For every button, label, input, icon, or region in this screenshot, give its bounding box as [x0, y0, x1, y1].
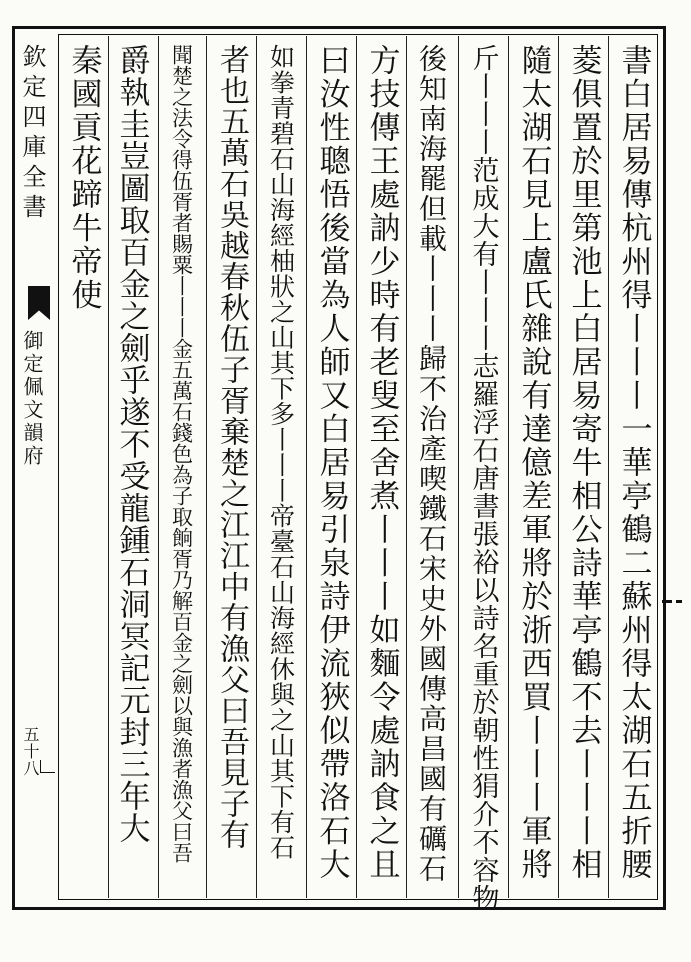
- column-text: 者也五萬石吳越春秋伍子胥棄楚之江江中有漁父曰吾見子有: [214, 44, 249, 850]
- column-rule: [256, 36, 257, 898]
- column-rule: [356, 36, 357, 898]
- column-text: 如拳青碧石山海經柚狀之山其下多丨丨丨帝臺石山海經休與之山其下有石: [266, 44, 296, 860]
- text-column-8: [262, 44, 300, 894]
- column-rule: [306, 36, 307, 898]
- column-text: 爵執圭豈圖取百金之劍乎遂不受龍鍾石洞冥記元封三年大: [113, 44, 150, 844]
- text-column-10: [162, 44, 200, 894]
- scan-speck: [662, 600, 672, 603]
- text-column-4: [464, 44, 502, 912]
- margin-book-title: 御定佩文韻府: [20, 330, 44, 468]
- column-rule: [108, 36, 109, 898]
- scan-speck: [676, 600, 682, 603]
- text-column-7: [312, 44, 350, 894]
- column-rule: [458, 36, 459, 898]
- column-text: 秦國貢花蹄牛帝使: [65, 44, 102, 312]
- column-text: 菱俱置於里第池上白居易寄牛相公詩華亭鶴不去丨丨丨相: [565, 44, 602, 882]
- text-column-1: [614, 44, 652, 894]
- text-column-6: [362, 44, 400, 894]
- column-text: 書白居易傳杭州得丨丨丨一華亭鶴二蘇州得太湖石五折腰: [615, 44, 652, 882]
- text-column-9: [212, 44, 250, 894]
- column-text: 方技傳王處訥少時有老叟至舍煮丨丨丨如麵令處訥食之且: [363, 44, 400, 882]
- text-column-5: [412, 44, 450, 894]
- column-rule: [558, 36, 559, 898]
- text-column-3: [514, 44, 552, 894]
- text-column-11: [112, 44, 150, 894]
- column-rule: [158, 36, 159, 898]
- column-rule: [206, 36, 207, 898]
- text-column-12: [64, 44, 102, 894]
- margin-page-number: 五十八: [21, 726, 40, 777]
- page-corner-mark: [40, 760, 55, 773]
- text-column-2: [564, 44, 602, 894]
- column-rule: [608, 36, 609, 898]
- column-rule: [508, 36, 509, 898]
- column-text: 後知南海罷但載丨丨丨歸不治產喫鐵石宋史外國傳高昌國有礪石: [415, 44, 448, 884]
- column-rule: [406, 36, 407, 898]
- column-text: 隨太湖石見上盧氏雜說有達億差軍將於浙西買丨丨丨軍將: [515, 44, 552, 882]
- margin-title: 欽定四庫全書: [18, 44, 46, 224]
- column-text: 斤丨丨丨范成大有丨丨丨志羅浮石唐書張裕以詩名重於朝性狷介不容物: [467, 44, 499, 912]
- column-text: 聞楚之法令得伍胥者賜粟丨丨丨金五萬石錢色為子取餉胥乃解百金之劍以與漁者漁父曰吾: [169, 44, 194, 863]
- column-text: 曰汝性聰悟後當為人師又白居易引泉詩伊流狹似帶洛石大: [313, 44, 350, 882]
